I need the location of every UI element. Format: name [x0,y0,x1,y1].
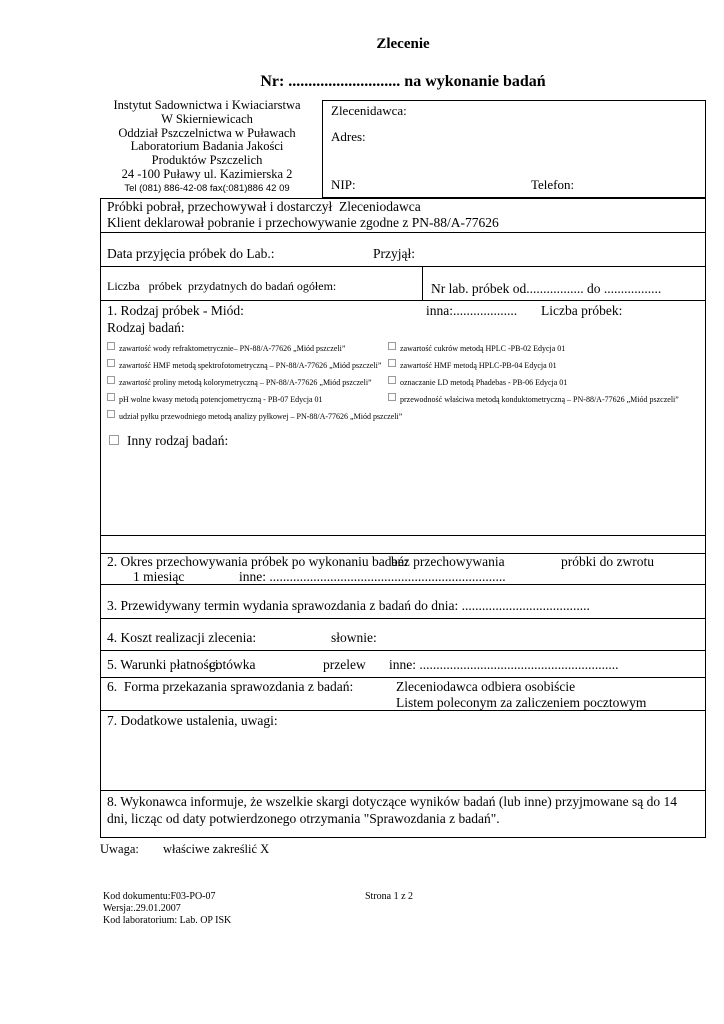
checkbox-icon [107,393,115,401]
test-option [388,393,679,404]
doc-code: Kod dokumentu:F03-PO-07 [103,891,216,902]
footer-block [103,891,231,927]
institute-line: Oddział Pszczelnictwa w Puławach [118,125,296,140]
institute-block [100,99,314,195]
section5-option-transfer: przelew [323,657,366,672]
row-section1 [101,301,705,536]
section5-option-cash: gotówka [209,657,256,672]
checkbox-icon [107,410,115,418]
checkbox-icon [388,393,396,401]
page-title: Zlecenie [376,36,430,52]
intake-date-label: Data przyjęcia próbek do Lab.: [107,246,275,261]
section6-option-mail: Listem poleconym za zaliczeniem pocztowym [396,695,647,710]
checkbox-icon [107,376,115,384]
institute-line: Laboratorium Badania Jakości [130,139,284,154]
sample-count-label: Liczba próbek przydatnych do badań ogółem: [107,279,337,293]
row-samples-declaration [101,199,705,233]
test-option [107,410,402,421]
row-intake-date [101,233,705,267]
test-option-label: zawartość cukrów metodą HPLC -PB-02 Edycja 01 [400,344,566,353]
test-option-label: udział pyłku przewodniego metodą analizy pyłkowej – PN-88/A-77626 „Miód pszczeli” [119,412,403,421]
test-option-label: zawartość HMF metodą HPLC-PB-04 Edycja 01 [400,361,557,370]
test-option [107,359,381,370]
test-option [107,376,372,387]
checkbox-icon [388,359,396,367]
section5-option-other: inne: ........................................................... [389,657,619,672]
checkbox-icon [109,435,119,445]
section2-option-return: próbki do zwrotu [561,554,654,569]
client-box [322,100,706,198]
section5-label: 5. Warunki płatności: [107,657,223,672]
institute-phone: Tel (081) 886-42-08 fax(:081)886 42 09 [124,182,290,194]
section2-option-month: 1 miesiąc [133,569,185,584]
section6-label: 6. Forma przekazania sprawozdania z badań: [107,679,354,694]
test-option [388,359,557,370]
section3-text: 3. Przewidywany termin wydania sprawozdania z badań do dnia: ...................................... [107,598,590,613]
section4-label: 4. Koszt realizacji zlecenia: [107,630,257,645]
section6-option-pickup: Zleceniodawca odbiera osobiście [396,679,576,694]
test-option [107,393,323,404]
section2-label: 2. Okres przechowywania próbek po wykonaniu badań: [107,554,409,569]
test-option-label: zawartość proliny metodą kolorymetryczną – PN-88/A-77626 „Miód pszczeli” [119,378,372,387]
samples-declaration-line2: Klient deklarował pobranie i przechowywanie zgodne z PN-88/A-77626 [107,215,499,230]
row-section6 [101,678,705,711]
section8-text: 8. Wykonawca informuje, że wszelkie skargi dotyczące wyników badań (lub inne) przyjmowane są do 14 dni, licząc od daty potwierdzonego otrzymania "Sprawozdania z badań". [107,794,678,826]
sample-count-cell [101,267,423,300]
section1-sample-count-label: Liczba próbek: [541,303,623,318]
institute-line: Produktów Pszczelich [151,153,263,168]
section1-other-kind: inna:................... [426,303,518,318]
test-option-label: zawartość wody refraktometrycznie– PN-88/A-77626 „Miód pszczeli” [119,344,346,353]
test-option [388,376,567,387]
checkbox-icon [388,376,396,384]
section2-option-other: inne: ...................................................................... [239,569,506,584]
test-option [107,342,345,353]
section1-tests-label: Rodzaj badań: [107,320,185,335]
row-section5 [101,651,705,678]
test-option-label: pH wolne kwasy metodą potencjometryczną - PB-07 Edycja 01 [119,395,323,404]
test-option-label: przewodność właściwa metodą konduktometryczną – PN-88/A-77626 „Miód pszczeli” [400,395,679,404]
doc-version: Wersja:.29.01.2007 [103,903,181,914]
received-by-label: Przyjął: [373,246,415,261]
row-spacer [101,536,705,554]
institute-line: Instytut Sadownictwa i Kwiaciarstwa [113,98,301,112]
lab-numbers-label: Nr lab. próbek od................. do ................. [431,281,662,296]
page-number: Strona 1 z 2 [365,891,414,902]
note-label: Uwaga: [100,842,139,856]
test-option-label: zawartość HMF metodą spektrofotometryczną – PN-88/A-77626 „Miód pszczeli” [119,361,382,370]
checkbox-icon [107,342,115,350]
order-number-line: Nr: ............................ na wykonanie badań [260,73,546,90]
other-tests-label: Inny rodzaj badań: [127,433,229,448]
row-section4 [101,619,705,651]
nip-label: NIP: [331,177,356,192]
row-section8 [101,791,705,837]
institute-line: 24 -100 Puławy ul. Kazimierska 2 [121,166,293,181]
samples-declaration-line1: Próbki pobrał, przechowywał i dostarczył Zleceniodawca [107,199,421,214]
phone-label: Telefon: [531,177,575,192]
section7-label: 7. Dodatkowe ustalenia, uwagi: [107,713,278,728]
test-option-label: oznaczanie LD metodą Phadebas - PB-06 Edycja 01 [400,378,568,387]
row-section2 [101,554,705,585]
row-section3 [101,585,705,619]
lab-code: Kod laboratorium: Lab. OP ISK [103,915,232,926]
client-label: Zlecenidawca: [331,103,407,118]
checkbox-icon [107,359,115,367]
row-section7 [101,711,705,791]
test-option [388,342,565,353]
note-text: właściwe zakreślić X [163,842,270,856]
section4-words-label: słownie: [331,630,377,645]
address-label: Adres: [331,129,366,144]
form-table [100,198,706,838]
institute-line: W Skierniewicach [161,111,253,126]
checkbox-icon [388,342,396,350]
row-sample-count [101,267,705,301]
other-tests-option [109,433,228,449]
section2-option-none: bez przechowywania [391,554,505,569]
section1-heading: 1. Rodzaj próbek - Miód: [107,303,244,318]
